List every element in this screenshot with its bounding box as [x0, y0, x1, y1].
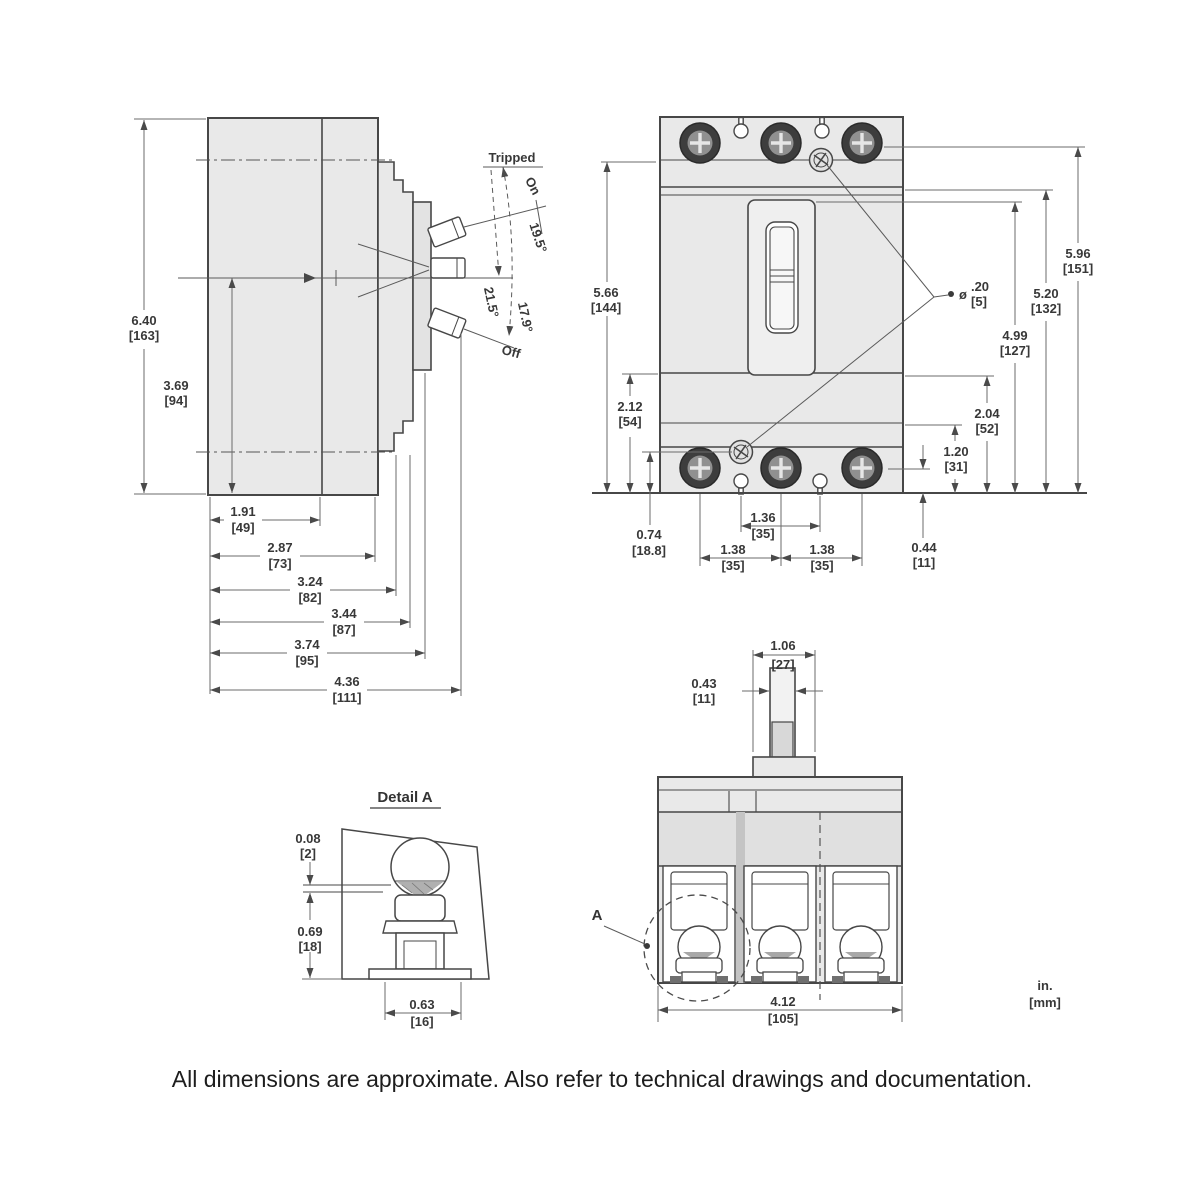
- dim-d6-mm: [111]: [332, 690, 362, 705]
- dim-d4-mm: [87]: [332, 622, 356, 637]
- angle-label-19-5: 19.5°: [526, 220, 551, 255]
- dim-off074-mm: [18.8]: [632, 543, 666, 558]
- dim-r520-in: 5.20: [1033, 286, 1059, 301]
- handle-label-on: On: [522, 174, 544, 198]
- handle-positions: [427, 216, 466, 338]
- terminal-screw-icon: [842, 448, 882, 488]
- stab-base: [753, 757, 815, 777]
- units-inches-label: in.: [1037, 978, 1053, 993]
- dim-r596-in: 5.96: [1065, 246, 1091, 261]
- dim-pitch-left-in: 1.38: [720, 542, 746, 557]
- detail-a-marker-label: A: [591, 907, 603, 924]
- dim-d5-in: 3.74: [294, 637, 320, 652]
- dim-r120-in: 1.20: [943, 444, 969, 459]
- dim-d5-mm: [95]: [295, 653, 319, 668]
- dim-h566-mm: [144]: [590, 300, 622, 315]
- dim-d3-mm: [82]: [298, 590, 322, 605]
- escutcheon-face-plate: [413, 202, 431, 370]
- dim-r499-mm: [127]: [999, 343, 1031, 358]
- breaker-side-body: [208, 118, 378, 495]
- dim-r596-mm: [151]: [1062, 261, 1094, 276]
- terminal-screw-icon: [842, 123, 882, 163]
- dim-width-mm: [105]: [767, 1011, 799, 1026]
- dim-hole-symbol: ø: [959, 287, 967, 302]
- dim-hole-in: .20: [970, 279, 990, 294]
- dim-r520-mm: [132]: [1030, 301, 1062, 316]
- dim-gap-in: 0.08: [295, 831, 321, 846]
- angle-label-17-9: 17.9°: [514, 300, 536, 334]
- terminal-screw-icon: [680, 123, 720, 163]
- lug-terminal-center: [744, 866, 816, 983]
- dim-pitch-right-mm: [35]: [810, 558, 834, 573]
- dim-d2-in: 2.87: [267, 540, 293, 555]
- lug-terminal-right: [825, 866, 897, 983]
- dim-span136-mm: [35]: [751, 526, 775, 541]
- footer-disclaimer: All dimensions are approximate. Also refer to technical drawings and documentation.: [171, 1066, 1033, 1092]
- dim-off074-in: 0.74: [636, 527, 662, 542]
- angle-label-21-5: 21.5°: [480, 285, 502, 319]
- dim-gap-mm: [2]: [300, 846, 316, 861]
- dim-d2-mm: [73]: [268, 556, 292, 571]
- dim-d4-in: 3.44: [331, 606, 357, 621]
- dim-h212-in: 2.12: [617, 399, 643, 414]
- front-view: [591, 117, 1093, 573]
- dim-h212-mm: [54]: [618, 414, 642, 429]
- terminal-screw-icon: [761, 448, 801, 488]
- dim-h566-in: 5.66: [593, 285, 619, 300]
- dim-r120-mm: [31]: [944, 459, 968, 474]
- dim-hole-mm: [5]: [971, 294, 987, 309]
- dim-depth-mm: [18]: [298, 939, 322, 954]
- dim-pitch-right-in: 1.38: [809, 542, 835, 557]
- dim-depth-in: 0.69: [297, 924, 323, 939]
- dim-d6-in: 4.36: [334, 674, 360, 689]
- dim-width-in: 4.12: [770, 994, 796, 1009]
- dim-r044-in: 0.44: [911, 540, 937, 555]
- terminal-screw-icon: [761, 123, 801, 163]
- dim-detail-width-mm: [16]: [410, 1014, 434, 1029]
- bottom-view: [592, 638, 902, 1026]
- dim-span136-in: 1.36: [750, 510, 776, 525]
- dim-side-center-mm: [94]: [164, 393, 188, 408]
- lug-terminal-left: [663, 866, 735, 983]
- dim-side-height-in: 6.40: [131, 313, 157, 328]
- dim-side-center-in: 3.69: [163, 378, 189, 393]
- dim-stab-t-in: 0.43: [691, 676, 717, 691]
- dim-d1-mm: [49]: [231, 520, 255, 535]
- dim-r044-mm: [11]: [912, 555, 936, 570]
- handle-label-tripped: Tripped: [488, 150, 536, 165]
- terminal-screws-top: [680, 123, 882, 163]
- terminal-screws-bottom: [680, 448, 882, 488]
- side-view: [129, 118, 550, 705]
- bottom-band: [659, 812, 901, 866]
- mounting-screw-bottom-icon: [729, 440, 753, 464]
- detail-a-callout-leader: [604, 926, 650, 949]
- dim-stab-t-mm: [11]: [692, 691, 716, 706]
- units-mm-label: [mm]: [1029, 995, 1061, 1010]
- dim-stab-w-mm: [27]: [771, 657, 795, 672]
- dim-d3-in: 3.24: [297, 574, 323, 589]
- terminal-screw-icon: [680, 448, 720, 488]
- dim-stab-w-in: 1.06: [770, 638, 796, 653]
- dim-r204-in: 2.04: [974, 406, 1000, 421]
- dim-d1-in: 1.91: [230, 504, 256, 519]
- detail-a-title: Detail A: [377, 789, 433, 806]
- detail-a-view: [295, 789, 489, 1029]
- dim-r204-mm: [52]: [975, 421, 999, 436]
- dim-detail-width-in: 0.63: [409, 997, 435, 1012]
- dim-pitch-left-mm: [35]: [721, 558, 745, 573]
- handle-label-off: Off: [500, 341, 523, 362]
- handle-center-position: [431, 258, 465, 278]
- dim-r499-in: 4.99: [1002, 328, 1028, 343]
- handle-tripped-position: [427, 216, 466, 247]
- escutcheon-profile: [378, 162, 413, 451]
- dim-side-height-mm: [163]: [128, 328, 160, 343]
- handle-off-position: [427, 308, 466, 339]
- breaker-handle[interactable]: [770, 227, 794, 329]
- units-note: [1029, 978, 1061, 1010]
